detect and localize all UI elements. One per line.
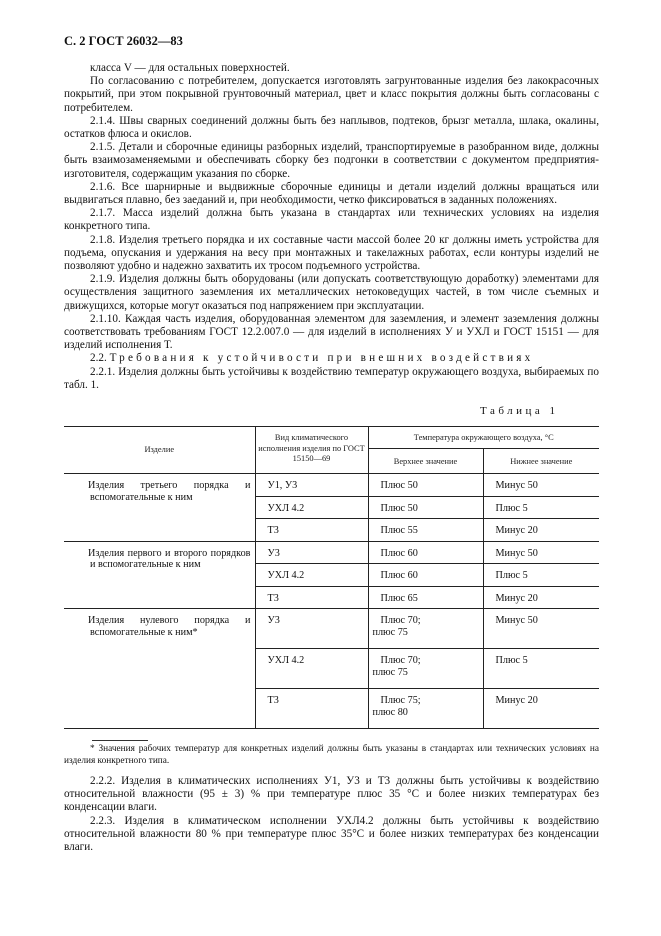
upper-cell: Плюс 60 [368,564,483,587]
lower-cell: Минус 50 [483,474,599,497]
header-upper: Верхнее значение [368,448,483,474]
table-row [64,609,599,649]
paragraph: 2.1.10. Каждая часть изделия, оборудованная элементом для заземления, и элемент заземления должны соответствовать требованиям ГОСТ 12.2.007.0 — для изделий в исполнениях У и УХЛ и ГОСТ 15151 — для изделий исполнения Т. [64,312,599,352]
lower-cell: Минус 50 [483,541,599,564]
version-cell: У3 [255,609,368,649]
footnote [64,744,599,767]
paragraph: 2.2.1. Изделия должны быть устойчивы к воздействию температур окружающего воздуха, выбираемых по табл. 1. [64,365,599,391]
paragraph: 2.2.2. Изделия в климатических исполнениях У1, У3 и Т3 должны быть устойчивы к воздействию относительной влажности (95 ± 3) % при температуре плюс 35 °С и более низких температурах без конденсации влаги. [64,775,599,814]
header-lower: Нижнее значение [483,448,599,474]
header-item: Изделие [64,427,255,474]
lower-cell: Минус 20 [483,519,599,542]
lower-cell: Минус 20 [483,689,599,729]
table-row [64,541,599,564]
section-title: Требования к устойчивости при внешних воздействиях [109,352,534,365]
version-cell: УХЛ 4.2 [255,649,368,689]
upper-cell: Плюс 50 [368,474,483,497]
version-cell: УХЛ 4.2 [255,496,368,519]
paragraph: 2.1.4. Швы сварных соединений должны быть без наплывов, подтеков, брызг металла, шлака, окалины, остатков флюса и окислов. [64,114,599,141]
body-text-top [64,62,599,392]
footnote-divider [92,740,148,741]
paragraph: класса V — для остальных поверхностей. [90,62,290,74]
upper-cell: Плюс 75; плюс 80 [368,689,483,729]
upper-cell: Плюс 60 [368,541,483,564]
footnote-text: * Значения рабочих температур для конкретных изделий должны быть указаны в стандартах или технических условиях на изделия конкретного типа. [64,744,599,766]
item-cell: Изделия третьего порядка и вспомогательные к ним [64,474,255,542]
table-row [64,474,599,497]
version-cell: У3 [255,541,368,564]
upper-cell: Плюс 70; плюс 75 [368,649,483,689]
lower-cell: Плюс 5 [483,649,599,689]
lower-cell: Плюс 5 [483,564,599,587]
body-text-bottom [64,775,599,854]
upper-cell: Плюс 65 [368,586,483,609]
lower-cell: Минус 50 [483,609,599,649]
page-header: С. 2 ГОСТ 26032—83 [64,34,183,48]
paragraph: 2.1.9. Изделия должны быть оборудованы (или допускать соответствующую доработку) элементами для осуществления защитного заземления их металлических нетоковедущих частей, в том числе съемных и движущихся, которые могут оказаться под напряжением при эксплуатации. [64,273,599,312]
upper-cell: Плюс 50 [368,496,483,519]
upper-cell: Плюс 55 [368,519,483,542]
lower-cell: Минус 20 [483,586,599,609]
paragraph: 2.1.7. Масса изделий должна быть указана в стандартах или технических условиях на изделия конкретного типа. [64,207,599,233]
version-cell: Т3 [255,586,368,609]
upper-cell: Плюс 70; плюс 75 [368,609,483,649]
paragraph: 2.1.8. Изделия третьего порядка и их составные части массой более 20 кг должны иметь устройства для подъема, опускания и удержания на весу при монтажных и такелажных работах, если контуры изделий не позволяют удобно и надежно захватить их тросом подъемного устройства. [64,233,599,273]
paragraph: По согласованию с потребителем, допускается изготовлять загрунтованные изделия без лакокрасочных покрытий, при этом покрывной грунтовочный материал, цвет и класс покрытия должны быть согласованы с потребителем. [64,75,599,114]
temperature-table [64,426,599,729]
item-cell: Изделия первого и второго порядков и вспомогательные к ним [64,541,255,609]
version-cell: У1, У3 [255,474,368,497]
lower-cell: Плюс 5 [483,496,599,519]
header-temperature: Температура окружающего воздуха, °С [368,427,599,449]
table-caption: Таблица 1 [480,405,559,417]
header-version: Вид климатического исполнения изделия по ГОСТ 15150—69 [255,427,368,474]
section-heading [64,352,599,365]
paragraph: 2.1.5. Детали и сборочные единицы разборных изделий, транспортируемые в разобранном виде, должны быть взаимозаменяемыми и обеспечивать сборку без подгонки в соответствии с документом предприятия-изготовителя, содержащим указания по сборке. [64,141,599,180]
version-cell: Т3 [255,689,368,729]
item-cell: Изделия нулевого порядка и вспомогательные к ним* [64,609,255,729]
paragraph: 2.2.3. Изделия в климатическом исполнении УХЛ4.2 должны быть устойчивы к воздействию относительной влажности 80 % при температуре плюс 35°С и более низких температурах без конденсации влаги. [64,814,599,854]
version-cell: Т3 [255,519,368,542]
version-cell: УХЛ 4.2 [255,564,368,587]
section-number: 2.2. [90,352,107,365]
paragraph: 2.1.6. Все шарнирные и выдвижные сборочные единицы и детали изделий должны вращаться или выдвигаться плавно, без заеданий и, при необходимости, четко фиксироваться в заданных положениях. [64,180,599,207]
